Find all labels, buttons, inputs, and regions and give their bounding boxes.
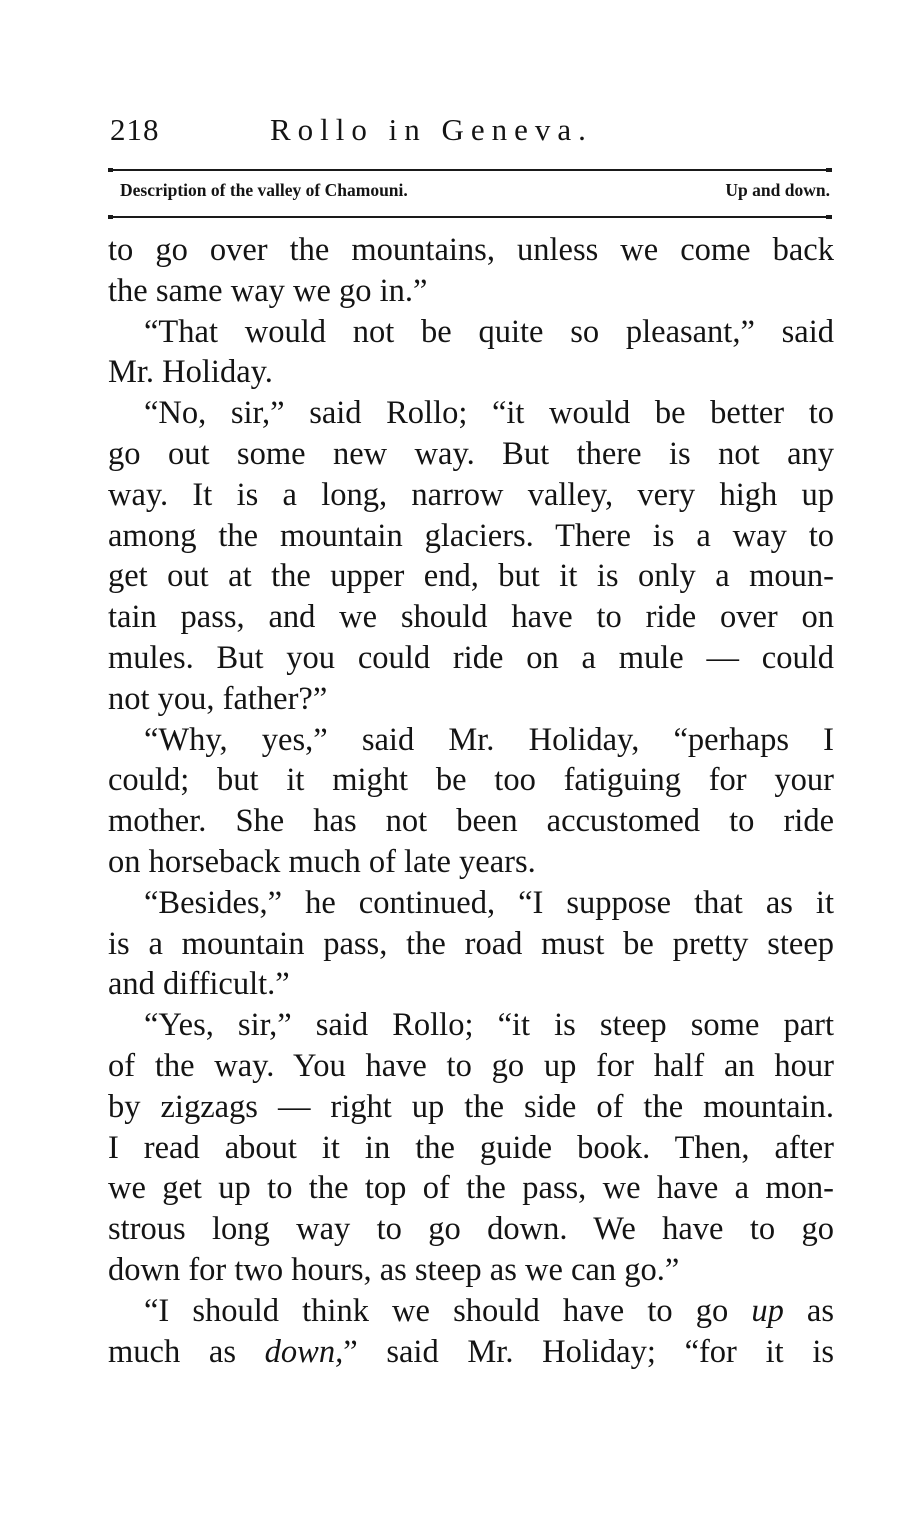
text-line: way. It is a long, narrow valley, very high up	[108, 476, 834, 513]
subhead-left: Description of the valley of Chamouni.	[120, 180, 408, 200]
text-line: mother. She has not been accustomed to ride	[108, 803, 834, 840]
text-line: I read about it in the guide book. Then, after	[108, 1129, 834, 1166]
text-line: “Besides,” he continued, “I suppose that as it	[144, 884, 834, 921]
text-line: of the way. You have to go up for half an hour	[108, 1047, 834, 1084]
subhead-right: Up and down.	[725, 180, 830, 200]
text-line: the same way we go in.”	[108, 272, 428, 309]
italic-word: down,	[264, 1333, 344, 1370]
text-span: ” said Mr. Holiday; “for it is	[343, 1333, 835, 1370]
header-rule-top	[110, 169, 830, 171]
text-line: get out at the upper end, but it is only a moun-	[108, 558, 834, 595]
running-head	[110, 112, 830, 156]
text-span: “I should think we should have to go	[144, 1292, 729, 1329]
page-number: 218	[110, 112, 160, 147]
text-line: by zigzags — right up the side of the mountain.	[108, 1088, 834, 1125]
italic-word: up	[751, 1292, 784, 1329]
book-title: Rollo in Geneva.	[270, 112, 593, 147]
text-line: go out some new way. But there is not any	[108, 435, 834, 472]
text-line: is a mountain pass, the road must be pretty steep	[108, 925, 834, 962]
text-line: to go over the mountains, unless we come back	[108, 232, 834, 268]
text-line: we get up to the top of the pass, we have a mon-	[108, 1170, 834, 1207]
text-line: and difficult.”	[108, 966, 290, 1003]
text-line: Mr. Holiday.	[108, 354, 273, 391]
text-line: down for two hours, as steep as we can go.”	[108, 1251, 680, 1288]
text-line: among the mountain glaciers. There is a way to	[108, 517, 834, 554]
text-line: not you, father?”	[108, 680, 328, 717]
text-line	[108, 1332, 834, 1373]
text-line: “No, sir,” said Rollo; “it would be better to	[144, 395, 834, 432]
text-line: mules. But you could ride on a mule — could	[108, 639, 834, 676]
header-rule-bottom	[110, 216, 830, 218]
text-span: as	[806, 1292, 834, 1329]
text-line: strous long way to go down. We have to go	[108, 1211, 834, 1248]
text-span: much as	[108, 1333, 236, 1370]
text-line	[108, 1291, 834, 1332]
text-line: “That would not be quite so pleasant,” said	[144, 313, 834, 350]
text-line: “Yes, sir,” said Rollo; “it is steep some part	[144, 1007, 834, 1044]
text-line: tain pass, and we should have to ride over on	[108, 599, 834, 636]
text-line: “Why, yes,” said Mr. Holiday, “perhaps I	[144, 721, 834, 758]
text-line: on horseback much of late years.	[108, 843, 536, 880]
text-line: could; but it might be too fatiguing for your	[108, 762, 834, 799]
body-text	[108, 230, 834, 1372]
